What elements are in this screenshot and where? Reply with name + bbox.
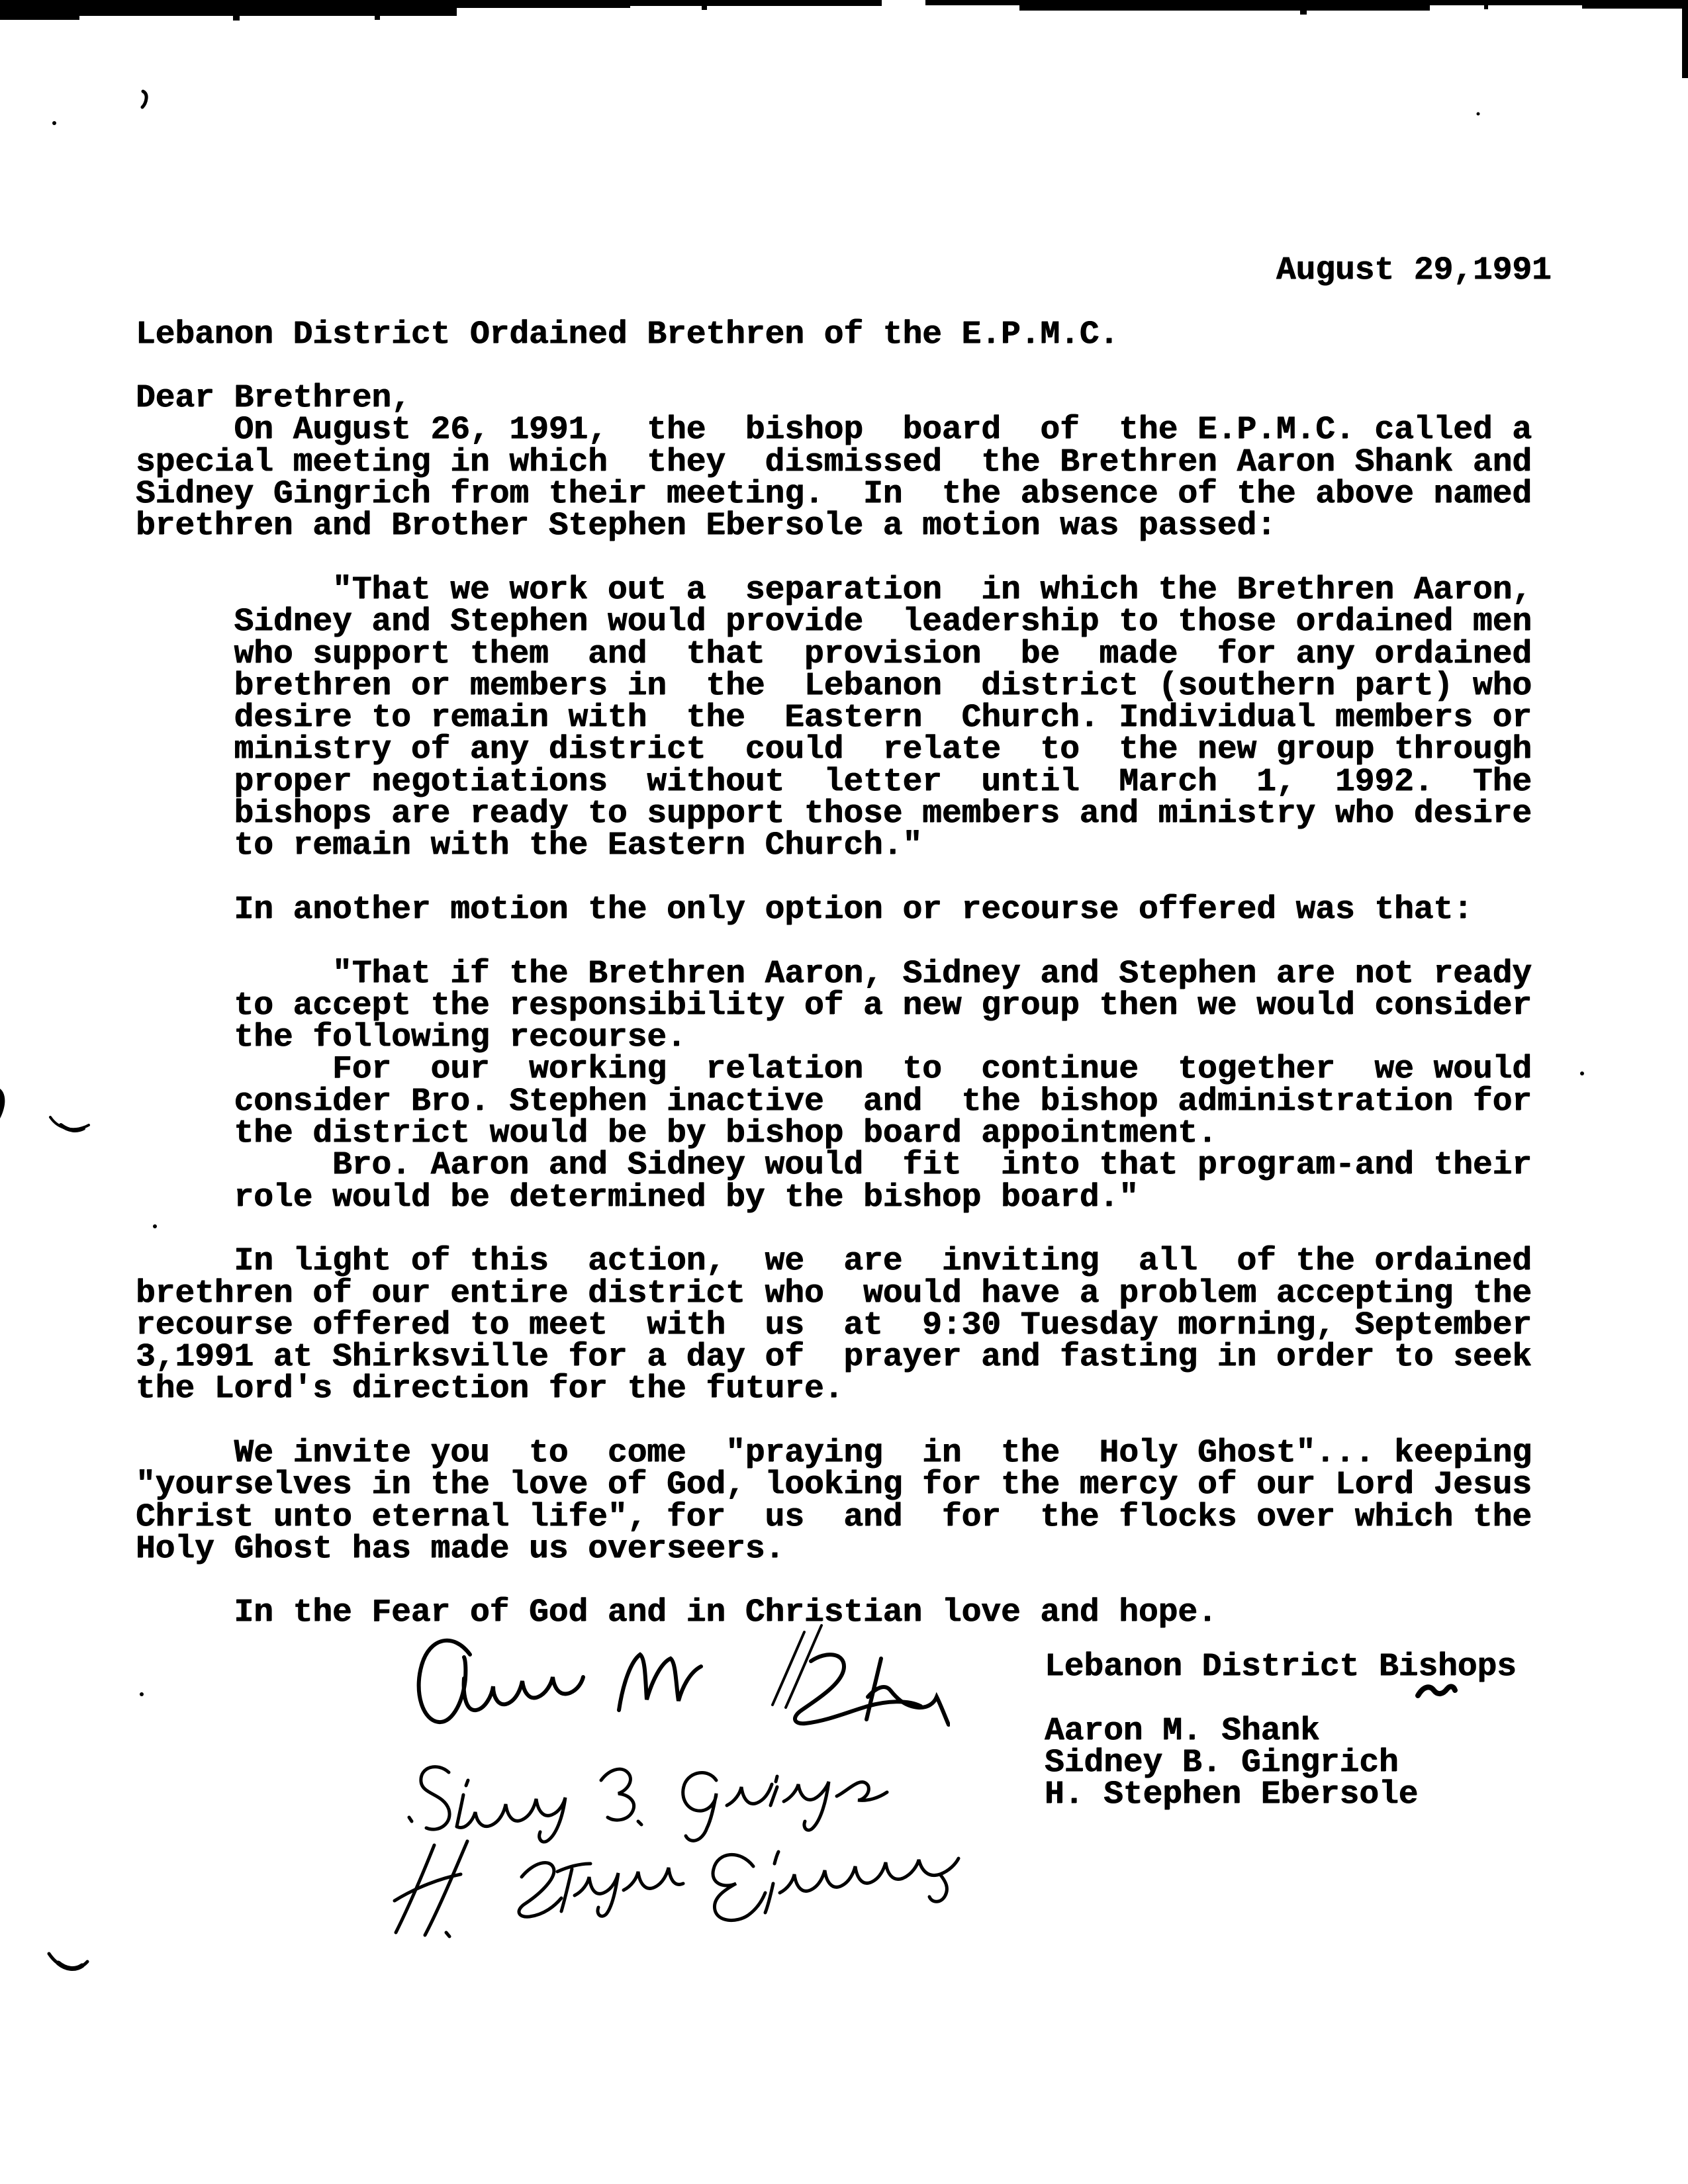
letter-line: role would be determined by the bishop board." [136, 1178, 1139, 1216]
letter-line [136, 542, 1552, 574]
signature-column-title: Lebanon District Bishops [1045, 1648, 1517, 1685]
letter-line: special meeting in which they dismissed the Brethren Aaron Shank and [136, 443, 1532, 480]
signature-names-column [1045, 1648, 1517, 1813]
sidney-b-gingrich-signature [405, 1754, 935, 1846]
margin-curl-mark [61, 1125, 83, 1130]
letter-line: For our working relation to continue together we would [136, 1050, 1532, 1088]
letter-line: to accept the responsibility of a new group then we would consider [136, 986, 1532, 1024]
letter-line: Dear Brethren, [136, 379, 411, 417]
letter-line: Sidney and Stephen would provide leadership to those ordained men [136, 603, 1532, 641]
letter-line [136, 1565, 1552, 1596]
letter-line: proper negotiations without letter until March 1, 1992. The [136, 762, 1532, 800]
signer-name-list [1045, 1711, 1517, 1813]
ink-speck [52, 121, 56, 125]
letter-line: We invite you to come "praying in the Holy Ghost"... keeping [136, 1433, 1532, 1471]
signer-name: Aaron M. Shank [1045, 1711, 1320, 1749]
letter-line: Lebanon District Ordained Brethren of the E.P.M.C. [136, 315, 1119, 353]
letter-line: "That if the Brethren Aaron, Sidney and Stephen are not ready [136, 954, 1532, 992]
letter-line: In light of this action, we are inviting all of the ordained [136, 1242, 1532, 1280]
letter-line: who support them and that provision be made for any ordained [136, 635, 1532, 672]
signer-name: H. Stephen Ebersole [1045, 1776, 1419, 1813]
letter-line: brethren of our entire district who would have a problem accepting the [136, 1274, 1532, 1312]
ink-speck-apostrophe [142, 91, 146, 107]
letter-line: "yourselves in the love of God, looking for the mercy of our Lord Jesus [136, 1466, 1532, 1504]
aaron-m-shank-signature [407, 1620, 950, 1752]
letter-body [136, 251, 1552, 1631]
letter-line: to remain with the Eastern Church." [136, 827, 923, 864]
letter-line: On August 26, 1991, the bishop board of the E.P.M.C. called a [136, 411, 1532, 449]
letter-line: Holy Ghost has made us overseers. [136, 1529, 785, 1567]
letter-line: In the Fear of God and in Christian love and hope. [136, 1594, 1217, 1631]
ink-speck [1580, 1071, 1584, 1075]
letter-line: 3,1991 at Shirksville for a day of prayer and fasting in order to seek [136, 1338, 1532, 1376]
letter-line: recourse offered to meet with us at 9:30 Tuesday morning, September [136, 1306, 1532, 1343]
letter-line [136, 925, 1552, 957]
h-stephen-ebersole-signature [383, 1835, 965, 1940]
ink-speck [140, 1692, 144, 1696]
letter-line: Christ unto eternal life", for us and for the flocks over which the [136, 1498, 1532, 1535]
letter-line: "That we work out a separation in which the Brethren Aaron, [136, 570, 1532, 608]
letter-line: the following recourse. [136, 1019, 686, 1056]
letter-line: bishops are ready to support those members and ministry who desire [136, 795, 1532, 833]
letter-line [136, 862, 1552, 893]
edge-mark [0, 1089, 5, 1118]
letter-line: the district would be by bishop board appointment. [136, 1115, 1217, 1152]
letter-line: Sidney Gingrich from their meeting. In the absence of the above named [136, 475, 1532, 513]
letter-line [136, 1405, 1552, 1437]
spacer-line [1045, 1682, 1517, 1714]
letter-line: brethren or members in the Lebanon district (southern part) who [136, 666, 1532, 704]
letter-line: desire to remain with the Eastern Church. Individual members or [136, 699, 1532, 737]
letter-line: August 29,1991 [136, 251, 1552, 289]
letter-line: ministry of any district could relate to the new group through [136, 731, 1532, 768]
letter-line [136, 1213, 1552, 1245]
ink-speck [1477, 113, 1480, 116]
margin-curl-mark [58, 1963, 82, 1969]
letter-line: In another motion the only option or recourse offered was that: [136, 890, 1473, 928]
letter-line: the Lord's direction for the future. [136, 1370, 844, 1408]
letter-line: Bro. Aaron and Sidney would fit into that program-and their [136, 1146, 1532, 1184]
signer-name: Sidney B. Gingrich [1045, 1743, 1399, 1781]
letter-line: brethren and Brother Stephen Ebersole a motion was passed: [136, 507, 1276, 545]
letter-line: consider Bro. Stephen inactive and the bishop administration for [136, 1082, 1532, 1120]
letter-line [136, 350, 1552, 382]
scan-edge-sliver [1682, 0, 1688, 78]
letter-line [136, 286, 1552, 318]
